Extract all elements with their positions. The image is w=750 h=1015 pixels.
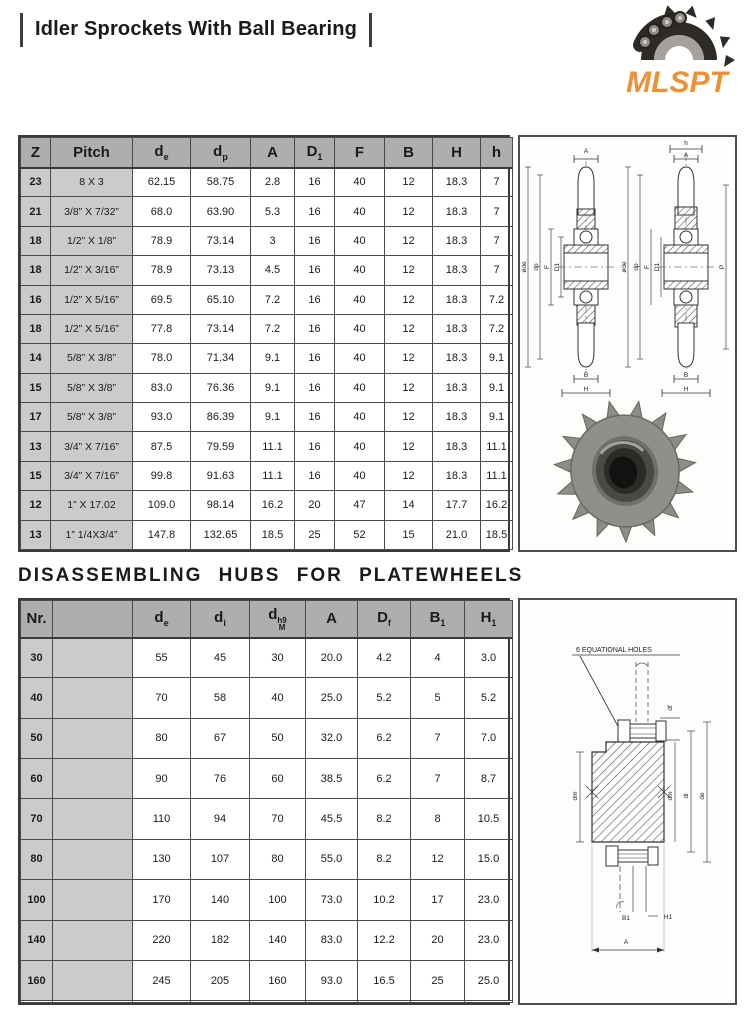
table-cell: 7.2 <box>251 314 295 343</box>
hub-cross-section <box>572 647 711 953</box>
dim-label-df: df <box>667 705 674 711</box>
table-cell: 12 <box>385 256 433 285</box>
table-cell: 109.0 <box>133 491 191 520</box>
table-row <box>21 880 513 920</box>
sprocket-cross-section-left <box>521 148 614 397</box>
table-cell: 12.2 <box>358 920 411 960</box>
dim-label-a: A <box>623 939 629 946</box>
column-header: $D_f$ <box>358 601 411 638</box>
table-cell: 182 <box>191 920 250 960</box>
table-cell: 20 <box>411 920 465 960</box>
table-cell: 18.5 <box>481 520 513 549</box>
column-header <box>53 601 133 638</box>
table-row <box>21 491 513 520</box>
column-header: A <box>306 601 358 638</box>
table-cell <box>53 880 133 920</box>
table-cell: 23 <box>21 168 51 197</box>
table-cell: 107 <box>191 839 250 879</box>
table-row <box>21 314 513 343</box>
table-cell: 8.7 <box>465 759 513 799</box>
table-cell: 40 <box>335 285 385 314</box>
table-cell: 18.3 <box>433 197 481 226</box>
table-cell: 58 <box>191 678 250 718</box>
table-cell: 40 <box>335 314 385 343</box>
dim-label-di: di <box>683 793 690 799</box>
table-cell: 68.0 <box>133 197 191 226</box>
table-cell: 170 <box>133 880 191 920</box>
dim-label-h-top: h <box>684 140 688 147</box>
table-cell: 3/4” X 7/16” <box>51 461 133 490</box>
table-cell: 63.90 <box>191 197 251 226</box>
table-cell: 12 <box>385 373 433 402</box>
table-cell: 7 <box>481 168 513 197</box>
dim-label-f: F <box>544 265 551 269</box>
dim-label-h1: H1 <box>663 914 673 921</box>
table-cell: 18.3 <box>433 256 481 285</box>
table-cell: 5/8” X 3/8” <box>51 403 133 432</box>
table-row <box>21 344 513 373</box>
table-cell: 60 <box>21 759 53 799</box>
table-cell: 100 <box>21 880 53 920</box>
table-cell: 12 <box>385 314 433 343</box>
table-cell <box>53 678 133 718</box>
table-row <box>21 226 513 255</box>
table-cell: 7.2 <box>251 285 295 314</box>
table-cell: 12 <box>385 461 433 490</box>
table-cell: 80 <box>21 839 53 879</box>
table-cell: 83.0 <box>133 373 191 402</box>
table-cell: 3.0 <box>465 638 513 678</box>
table-cell: 16 <box>295 432 335 461</box>
table-row <box>21 461 513 490</box>
table-cell: 16 <box>295 344 335 373</box>
table-cell: 13 <box>21 520 51 549</box>
table-header-row <box>21 138 513 168</box>
table-cell: 5/8” X 3/8” <box>51 344 133 373</box>
table-cell: 15 <box>21 373 51 402</box>
dim-label-dm-left: dm <box>572 791 579 801</box>
table-cell: 25 <box>411 960 465 1000</box>
sprocket-cross-section-right <box>621 140 729 397</box>
table-cell: 79.59 <box>191 432 251 461</box>
table-cell: 130 <box>133 839 191 879</box>
table-row <box>21 432 513 461</box>
table-cell: 16 <box>295 314 335 343</box>
column-header: B <box>385 138 433 168</box>
table-row <box>21 197 513 226</box>
table-cell: 60 <box>250 759 306 799</box>
table-cell: 7 <box>411 759 465 799</box>
table-cell: 18.3 <box>433 373 481 402</box>
table-cell: 11.1 <box>251 432 295 461</box>
table-row <box>21 638 513 678</box>
table-cell <box>53 718 133 758</box>
table-cell: 16 <box>295 403 335 432</box>
table-cell: 140 <box>191 880 250 920</box>
table-cell: 4.2 <box>358 638 411 678</box>
table-cell: 55.0 <box>306 839 358 879</box>
table-cell: 5.3 <box>251 197 295 226</box>
dim-label-d1: D1 <box>654 262 661 272</box>
column-header: $d_e$ <box>133 601 191 638</box>
column-header: $d_p$ <box>191 138 251 168</box>
table-row <box>21 920 513 960</box>
table-cell: 20 <box>295 491 335 520</box>
table-row <box>21 678 513 718</box>
table-cell: 90 <box>133 759 191 799</box>
dim-label-dp: dp <box>633 263 640 271</box>
table-cell: 40 <box>335 461 385 490</box>
column-header: Nr. <box>21 601 53 638</box>
table-cell: 9.1 <box>251 373 295 402</box>
table-cell: 3/8” X 7/32” <box>51 197 133 226</box>
table-cell: 70 <box>133 678 191 718</box>
table-cell: 220 <box>133 920 191 960</box>
table-cell: 140 <box>21 920 53 960</box>
table-cell: 73.13 <box>191 256 251 285</box>
logo-text: MLSPT <box>626 66 728 99</box>
table-cell: 40 <box>250 678 306 718</box>
table-cell: 205 <box>191 960 250 1000</box>
table-cell: 18 <box>21 256 51 285</box>
table-cell: 5 <box>411 678 465 718</box>
dim-label-dp: dp <box>533 263 540 271</box>
column-header: A <box>251 138 295 168</box>
table-cell: 73.0 <box>306 880 358 920</box>
section-title-disassembling-hubs: DISASSEMBLING HUBS FOR PLATEWHEELS <box>18 565 524 586</box>
table-cell: 40 <box>335 197 385 226</box>
table-cell: 12 <box>385 285 433 314</box>
table-cell: 71.34 <box>191 344 251 373</box>
table-cell: 12 <box>385 403 433 432</box>
table-cell: 11.1 <box>481 461 513 490</box>
table-cell: 67 <box>191 718 250 758</box>
table-cell: 9.1 <box>481 403 513 432</box>
table-cell: 16 <box>295 285 335 314</box>
table-cell: 100 <box>250 880 306 920</box>
table-cell: 12 <box>385 197 433 226</box>
table-cell <box>53 960 133 1000</box>
hub-spec-table-wrap <box>18 598 510 1005</box>
table-cell: 77.8 <box>133 314 191 343</box>
table-cell: 8 X 3 <box>51 168 133 197</box>
table-cell: 16 <box>295 373 335 402</box>
table-cell: 12 <box>411 839 465 879</box>
table-cell: 5.2 <box>358 678 411 718</box>
empty-filler-row <box>21 549 513 550</box>
table-cell: 17 <box>411 880 465 920</box>
table-cell: 132.65 <box>191 520 251 549</box>
table-cell: 12 <box>21 491 51 520</box>
table-row <box>21 520 513 549</box>
table-cell: 16 <box>295 197 335 226</box>
table-cell: 6.2 <box>358 718 411 758</box>
sprocket-drawing-panel <box>518 135 737 552</box>
table-cell: 30 <box>21 638 53 678</box>
column-header: H <box>433 138 481 168</box>
table-cell: 38.5 <box>306 759 358 799</box>
table-cell: 7.2 <box>481 314 513 343</box>
table-cell: 7.0 <box>465 718 513 758</box>
table-cell <box>53 638 133 678</box>
table-cell: 7 <box>481 226 513 255</box>
dim-label-de: øde <box>521 261 528 273</box>
table-cell: 6.2 <box>358 759 411 799</box>
table-cell: 65.10 <box>191 285 251 314</box>
column-header: $H_1$ <box>465 601 513 638</box>
table-cell: 18.3 <box>433 314 481 343</box>
table-cell: 18.3 <box>433 344 481 373</box>
brand-logo <box>609 2 744 99</box>
table-cell: 17.7 <box>433 491 481 520</box>
column-header: F <box>335 138 385 168</box>
table-cell: 45.5 <box>306 799 358 839</box>
column-header: Z <box>21 138 51 168</box>
table-cell: 7 <box>481 256 513 285</box>
table-cell: 25.0 <box>465 960 513 1000</box>
table-cell: 25 <box>295 520 335 549</box>
table-cell: 7 <box>411 718 465 758</box>
table-cell: 40 <box>335 256 385 285</box>
table-cell: 9.1 <box>251 344 295 373</box>
table-cell: 23.0 <box>465 880 513 920</box>
table-cell: 4.5 <box>251 256 295 285</box>
dim-label-de: øde <box>621 261 628 273</box>
dim-label-a: A <box>583 148 589 155</box>
table-cell: 50 <box>21 718 53 758</box>
table-cell: 94 <box>191 799 250 839</box>
table-cell: 11.1 <box>481 432 513 461</box>
table-cell: 78.0 <box>133 344 191 373</box>
page-title: Idler Sprockets With Ball Bearing <box>20 13 372 47</box>
table-cell: 110 <box>133 799 191 839</box>
table-cell: 40 <box>335 432 385 461</box>
table-cell: 9.1 <box>251 403 295 432</box>
table-cell: 1/2” X 5/16” <box>51 285 133 314</box>
table-cell: 40 <box>335 226 385 255</box>
dim-label-h-bottom: H <box>683 386 689 393</box>
hub-spec-table <box>20 600 513 1003</box>
table-row <box>21 839 513 879</box>
table-row <box>21 256 513 285</box>
table-cell: 30 <box>250 638 306 678</box>
table-cell: 11.1 <box>251 461 295 490</box>
table-cell: 52 <box>335 520 385 549</box>
table-cell: 18.3 <box>433 403 481 432</box>
table-cell: 7.2 <box>481 285 513 314</box>
table-cell: 18.3 <box>433 226 481 255</box>
table-cell: 8 <box>411 799 465 839</box>
table-cell: 16 <box>21 285 51 314</box>
table-cell: 160 <box>250 960 306 1000</box>
column-header: d h9 M <box>250 601 306 638</box>
table-cell <box>53 799 133 839</box>
table-cell: 20.0 <box>306 638 358 678</box>
table-cell: 1/2” X 3/16” <box>51 256 133 285</box>
table-cell: 15.0 <box>465 839 513 879</box>
table-cell: 16 <box>295 168 335 197</box>
table-cell: 86.39 <box>191 403 251 432</box>
table-cell: 1” 1/4X3/4” <box>51 520 133 549</box>
column-header: Pitch <box>51 138 133 168</box>
table-cell: 245 <box>133 960 191 1000</box>
table-cell: 1/2” X 1/8” <box>51 226 133 255</box>
table-cell: 23.0 <box>465 920 513 960</box>
table-cell: 76.36 <box>191 373 251 402</box>
table-row <box>21 799 513 839</box>
table-cell <box>53 759 133 799</box>
table-row <box>21 168 513 197</box>
sprocket-chain-logo-icon <box>609 2 735 67</box>
table-cell: 13 <box>21 432 51 461</box>
table-cell: 58.75 <box>191 168 251 197</box>
table-cell: 78.9 <box>133 256 191 285</box>
table-cell: 2.8 <box>251 168 295 197</box>
table-cell: 18.3 <box>433 168 481 197</box>
table-cell: 18.3 <box>433 461 481 490</box>
table-row <box>21 373 513 402</box>
empty-filler-row <box>21 1001 513 1003</box>
dim-label-b1: B1 <box>622 915 630 922</box>
hub-drawing-panel <box>518 598 737 1005</box>
table-cell: 12 <box>385 432 433 461</box>
table-cell: 15 <box>385 520 433 549</box>
table-cell: 16.5 <box>358 960 411 1000</box>
table-cell: 9.1 <box>481 373 513 402</box>
column-header: $B_1$ <box>411 601 465 638</box>
table-cell: 16 <box>295 461 335 490</box>
table-cell: 16 <box>295 256 335 285</box>
table-cell: 160 <box>21 960 53 1000</box>
dim-label-de: de <box>699 792 706 800</box>
page-header <box>20 13 372 47</box>
dim-label-f: F <box>644 265 651 269</box>
column-header: $D_1$ <box>295 138 335 168</box>
table-cell <box>53 839 133 879</box>
table-cell: 18 <box>21 314 51 343</box>
table-cell: 73.14 <box>191 226 251 255</box>
table-cell: 8.2 <box>358 839 411 879</box>
dim-label-b: B <box>683 372 689 379</box>
table-cell: 3 <box>251 226 295 255</box>
idler-sprocket-spec-table-wrap <box>18 135 510 552</box>
table-cell: 98.14 <box>191 491 251 520</box>
table-cell: 18.3 <box>433 432 481 461</box>
table-cell: 93.0 <box>306 960 358 1000</box>
dim-label-dm-right: dm <box>667 791 674 801</box>
column-header: h <box>481 138 513 168</box>
table-cell: 87.5 <box>133 432 191 461</box>
table-cell: 40 <box>21 678 53 718</box>
table-cell: 45 <box>191 638 250 678</box>
table-cell: 16.2 <box>481 491 513 520</box>
table-cell: 25.0 <box>306 678 358 718</box>
table-cell: 12 <box>385 168 433 197</box>
dim-label-a: A <box>683 152 689 159</box>
column-header: $d_e$ <box>133 138 191 168</box>
table-cell: 5.2 <box>465 678 513 718</box>
table-cell: 62.15 <box>133 168 191 197</box>
table-row <box>21 285 513 314</box>
table-header-row <box>21 601 513 638</box>
dim-label-d1: D1 <box>554 262 561 272</box>
dim-label-h: H <box>583 386 589 393</box>
table-cell: 21 <box>21 197 51 226</box>
table-cell: 47 <box>335 491 385 520</box>
table-cell: 16.2 <box>251 491 295 520</box>
column-header: $d_i$ <box>191 601 250 638</box>
table-cell: 83.0 <box>306 920 358 960</box>
table-cell: 40 <box>335 403 385 432</box>
table-cell: 70 <box>250 799 306 839</box>
table-cell: 1” X 17.02 <box>51 491 133 520</box>
table-cell: 15 <box>21 461 51 490</box>
table-cell: 8.2 <box>358 799 411 839</box>
table-cell: 12 <box>385 344 433 373</box>
table-row <box>21 403 513 432</box>
table-cell: 7 <box>481 197 513 226</box>
table-cell: 9.1 <box>481 344 513 373</box>
table-row <box>21 759 513 799</box>
table-cell: 80 <box>133 718 191 758</box>
table-cell: 10.2 <box>358 880 411 920</box>
table-cell: 55 <box>133 638 191 678</box>
table-cell: 70 <box>21 799 53 839</box>
table-cell: 140 <box>250 920 306 960</box>
table-cell: 99.8 <box>133 461 191 490</box>
equational-holes-note: 6 EQUATIONAL HOLES <box>576 647 652 654</box>
table-cell: 3/4” X 7/16” <box>51 432 133 461</box>
table-cell: 18.3 <box>433 285 481 314</box>
table-cell: 14 <box>21 344 51 373</box>
table-cell: 40 <box>335 373 385 402</box>
table-cell: 12 <box>385 226 433 255</box>
table-cell <box>53 920 133 960</box>
table-cell: 18.5 <box>251 520 295 549</box>
table-cell: 91.63 <box>191 461 251 490</box>
dim-label-b: B <box>583 372 589 379</box>
table-cell: 69.5 <box>133 285 191 314</box>
table-cell: 32.0 <box>306 718 358 758</box>
table-cell: 4 <box>411 638 465 678</box>
table-cell: 14 <box>385 491 433 520</box>
dim-label-p: P <box>719 264 726 270</box>
table-cell: 76 <box>191 759 250 799</box>
table-cell: 147.8 <box>133 520 191 549</box>
sprocket-photo <box>540 387 709 550</box>
table-cell: 18 <box>21 226 51 255</box>
table-cell: 1/2” X 5/16” <box>51 314 133 343</box>
table-row <box>21 718 513 758</box>
table-cell: 5/8” X 3/8” <box>51 373 133 402</box>
table-cell: 16 <box>295 226 335 255</box>
table-row <box>21 960 513 1000</box>
table-cell: 40 <box>335 168 385 197</box>
table-cell: 21.0 <box>433 520 481 549</box>
table-cell: 17 <box>21 403 51 432</box>
table-cell: 10.5 <box>465 799 513 839</box>
table-cell: 78.9 <box>133 226 191 255</box>
table-cell: 80 <box>250 839 306 879</box>
table-cell: 73.14 <box>191 314 251 343</box>
table-cell: 93.0 <box>133 403 191 432</box>
table-cell: 50 <box>250 718 306 758</box>
table-cell: 40 <box>335 344 385 373</box>
idler-sprocket-spec-table <box>20 137 513 550</box>
